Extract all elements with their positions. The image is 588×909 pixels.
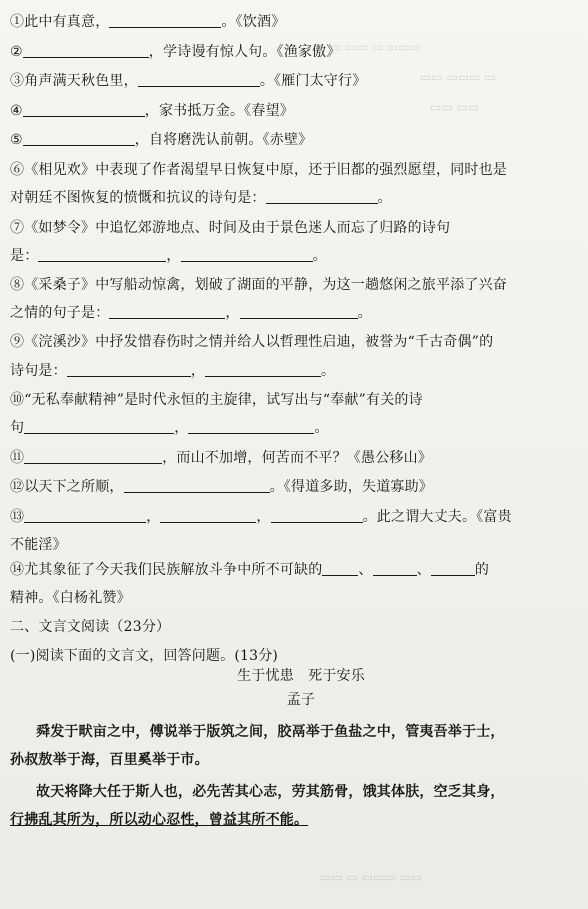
question-10-line2: 句 ， 。 (10, 420, 329, 436)
answer-blank[interactable] (124, 478, 270, 493)
question-12: ⑫以天下之所顺， 。《得道多助，失道寡助》 (10, 479, 434, 495)
answer-blank[interactable] (188, 419, 314, 434)
question-14-line2: 精神。《白杨礼赞》 (10, 590, 131, 606)
question-6-line1: ⑥《相见欢》中表现了作者渴望早日恢复中原，还于旧都的强烈愿望，同时也是 (10, 162, 507, 178)
bleed-through-mark: ▭▭ ▭▭▭ ▭ (420, 70, 496, 84)
answer-blank[interactable] (24, 419, 174, 434)
question-9-line1: ⑨《浣溪沙》中抒发惜春伤时之情并给人以哲理性启迪，被誉为“千古奇偶”的 (10, 334, 494, 350)
passage-author: 孟子 (286, 692, 316, 708)
answer-blank[interactable] (24, 508, 146, 523)
answer-blank[interactable] (160, 508, 256, 523)
answer-blank[interactable] (23, 102, 145, 117)
question-9-line2: 诗句是： ， 。 (10, 363, 336, 379)
answer-blank[interactable] (271, 508, 363, 523)
question-1: ①此中有真意， 。《饮酒》 (10, 14, 286, 30)
answer-blank[interactable] (181, 247, 313, 262)
question-11: ⑪ ，而山不加增，何苦而不平？《愚公移山》 (10, 450, 433, 466)
question-13: ⑬ ， ， 。此之谓大丈夫。《富贵 (10, 509, 512, 525)
answer-blank[interactable] (67, 362, 191, 377)
question-3: ③角声满天秋色里， 。《雁门太守行》 (10, 73, 367, 89)
answer-blank[interactable] (205, 362, 321, 377)
bleed-through-mark: ▭ ▭▭ ▭ ▭▭▭ (330, 40, 421, 54)
passage-title: 生于忧患 死于安乐 (237, 668, 365, 684)
question-4: ④ ，家书抵万金。《春望》 (10, 103, 294, 119)
bleed-through-mark: ▭▭ ▭▭ (430, 100, 480, 114)
answer-blank[interactable] (138, 72, 260, 87)
answer-blank[interactable] (240, 304, 358, 319)
question-7-line2: 是： ， 。 (10, 248, 327, 264)
question-6-line2: 对朝廷不图恢复的愤慨和抗议的诗句是： 。 (10, 190, 392, 206)
question-7-line1: ⑦《如梦令》中追忆郊游地点、时间及由于景色迷人而忘了归路的诗句 (10, 220, 451, 236)
question-5: ⑤ ，自将磨洗认前朝。《赤壁》 (10, 132, 313, 148)
answer-blank[interactable] (23, 43, 149, 58)
answer-blank[interactable] (431, 561, 475, 576)
passage-paragraph-1-cont: 孙叔敖举于海，百里奚举于市。 (10, 752, 209, 768)
answer-blank[interactable] (23, 131, 135, 146)
question-10-line1: ⑩“无私奉献精神”是时代永恒的主旋律，试写出与“奉献”有关的诗 (10, 392, 423, 408)
passage-paragraph-1: 舜发于畎亩之中，傅说举于版筑之间，胶鬲举于鱼盐之中，管夷吾举于士， (36, 724, 505, 740)
answer-blank[interactable] (109, 304, 225, 319)
passage-paragraph-2-cont: 行拂乱其所为，所以动心忍性，曾益其所不能。 (10, 812, 309, 828)
answer-blank[interactable] (24, 449, 162, 464)
question-8-line2: 之情的句子是： ， 。 (10, 305, 372, 321)
answer-blank[interactable] (109, 13, 221, 28)
question-14: ⑭尤其象征了今天我们民族解放斗争中所不可缺的 、 、 的 (10, 562, 490, 578)
answer-blank[interactable] (322, 561, 358, 576)
answer-blank[interactable] (373, 561, 417, 576)
bleed-through-mark: ▭▭ ▭ ▭▭▭ ▭▭ (320, 870, 423, 884)
question-2: ② ，学诗谩有惊人句。《渔家傲》 (10, 44, 341, 60)
question-8-line1: ⑧《采桑子》中写船动惊禽，划破了湖面的平静，为这一趟悠闲之旅平添了兴奋 (10, 277, 507, 293)
passage-paragraph-2: 故天将降大任于斯人也，必先苦其心志，劳其筋骨，饿其体肤，空乏其身， (36, 784, 505, 800)
answer-blank[interactable] (38, 247, 166, 262)
question-13-line2: 不能淫》 (10, 537, 67, 553)
subsection-heading: (一)阅读下面的文言文，回答问题。(13分) (10, 648, 279, 664)
section-heading: 二、文言文阅读（23分） (10, 619, 171, 635)
answer-blank[interactable] (266, 189, 378, 204)
